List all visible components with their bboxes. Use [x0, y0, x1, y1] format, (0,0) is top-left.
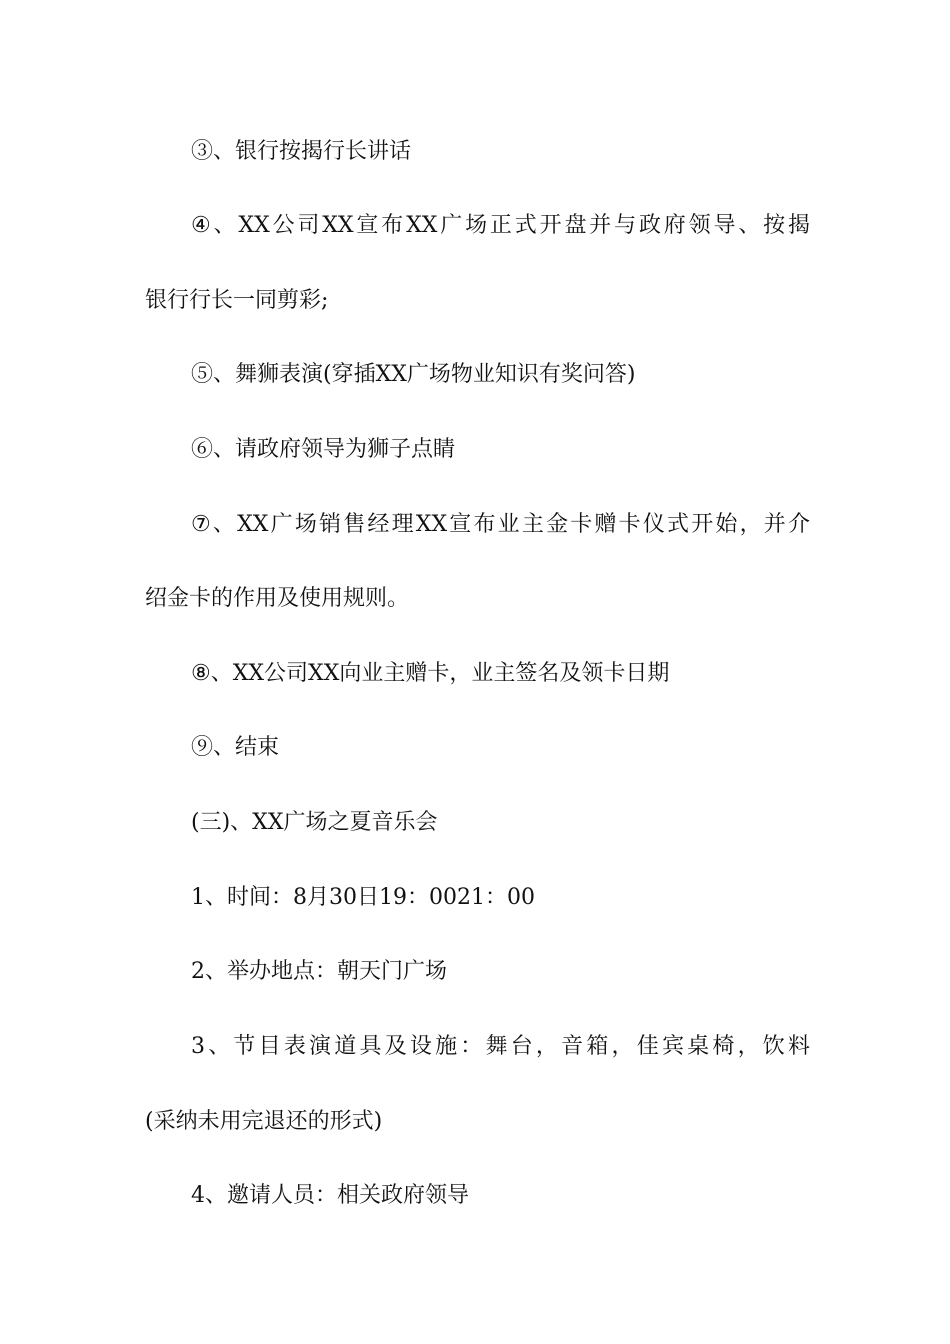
paragraph-item-7: ⑦、XX广场销售经理XX宣布业主金卡赠卡仪式开始，并介: [191, 512, 810, 537]
paragraph-item-4: ④、XX公司XX宣布XX广场正式开盘并与政府领导、按揭: [191, 213, 810, 238]
paragraph-item-7-continuation: 绍金卡的作用及使用规则。: [145, 586, 410, 611]
paragraph-item-3: ③、银行按揭行长讲话: [191, 139, 412, 164]
paragraph-props-continuation: (采纳未用完退还的形式): [145, 1109, 383, 1134]
paragraph-item-9: ⑨、结束: [191, 735, 280, 760]
paragraph-item-6: ⑥、请政府领导为狮子点睛: [191, 437, 456, 462]
paragraph-item-4-continuation: 银行行长一同剪彩;: [145, 288, 329, 313]
paragraph-time: 1、时间：8月30日19：0021：00: [191, 885, 535, 910]
paragraph-props: 3、节目表演道具及设施：舞台，音箱，佳宾桌椅，饮料: [191, 1034, 810, 1059]
paragraph-location: 2、举办地点：朝天门广场: [191, 959, 447, 984]
paragraph-invitees: 4、邀请人员：相关政府领导: [191, 1183, 469, 1208]
paragraph-item-5: ⑤、舞狮表演(穿插XX广场物业知识有奖问答): [191, 362, 636, 387]
section-heading-3: (三)、XX广场之夏音乐会: [191, 810, 438, 835]
paragraph-item-8: ⑧、XX公司XX向业主赠卡，业主签名及领卡日期: [191, 661, 670, 686]
